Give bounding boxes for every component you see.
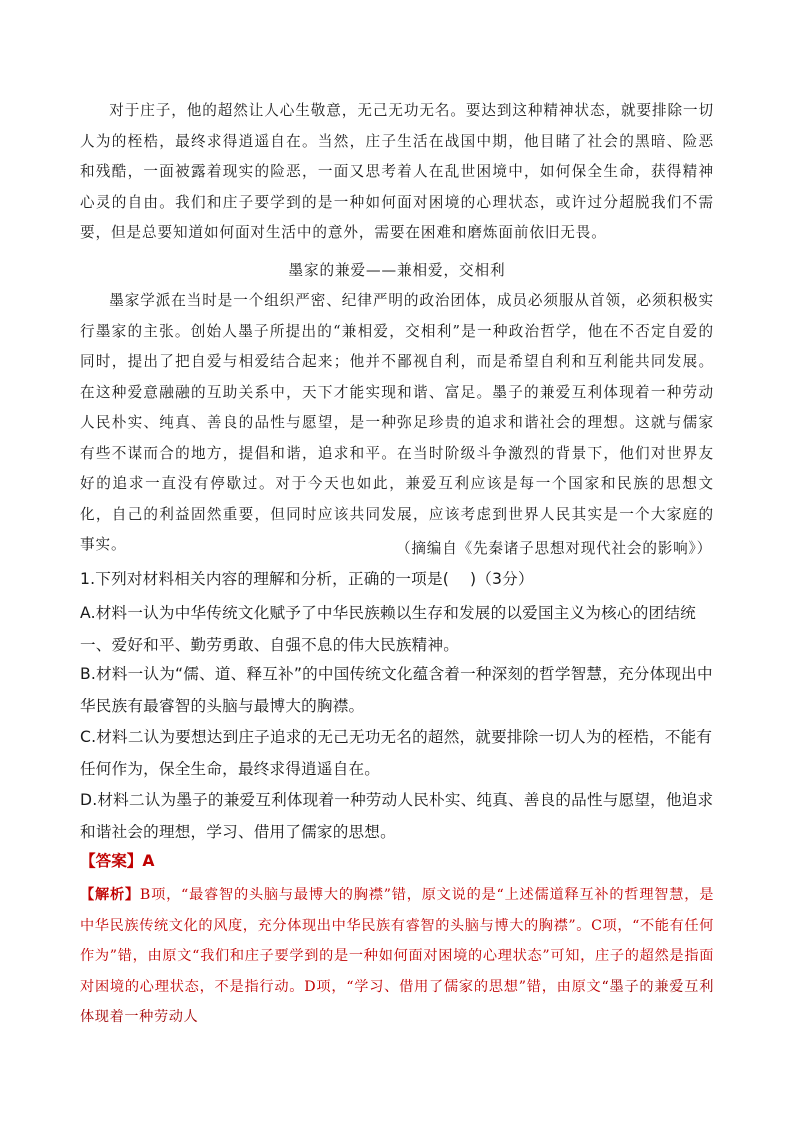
option-a: A.材料一认为中华传统文化赋予了中华民族赖以生存和发展的以爱国主义为核心的团结统一、爱好和平、勤劳勇敢、自强不息的伟大民族精神。 (80, 604, 696, 654)
option-b: B.材料一认为“儒、道、释互补”的中国传统文化蕴含着一种深刻的哲学智慧，充分体现出中华民族有最睿智的头脑与最博大的胸襟。 (80, 665, 713, 715)
source-citation: （摘编自《先秦诸子思想对现代社会的影响》） (396, 540, 712, 557)
answer-value: A (142, 852, 155, 870)
option-d: D.材料二认为墨子的兼爱互利体现着一种劳动人民朴实、纯真、善良的品性与愿望，他追求和谐社会的理想，学习、借用了儒家的思想。 (80, 791, 714, 841)
answer-line (80, 846, 154, 877)
analysis-text: B项，“最睿智的头脑与最博大的胸襟”错，原文说的是“上述儒道释互补的哲理智慧，是中华民族传统文化的风度，充分体现出中华民族有睿智的头脑与博大的胸襟”。C项，“不能有任何作为”错，由原文“我们和庄子要学到的是一种如何面对困境的心理状态”可知，庄子的超然是指面对困境的心理状态，不是指行动。D项，“学习、借用了儒家的思想”错，由原文 (80, 887, 714, 995)
question-stem: 1.下列对材料相关内容的理解和分析，正确的一项是( )（3分） (80, 570, 534, 588)
analysis-label: 【解析】 (80, 887, 140, 903)
paragraph-mojia: 墨家学派在当时是一个组织严密、纪律严明的政治团体，成员必须服从首领，必须积极实行墨家的主张。创始人墨子所提出的“兼相爱，交相利”是一种政治哲学，他在不否定自爱的同时，提出了把自爱与相爱结合起来；他并不鄙视自利，而是希望自利和互利能共同发展。在这种爱意融融的互助关系中，天下才能实现和谐、富足。墨子的兼爱互利体现着一种劳动人民朴实、纯真、善良的品性与愿望，是一种弥足珍贵的追求和谐社会的理想。这就与儒家有些不谋而合的地方，提倡和谐，追求和平。在当时阶级斗争激烈的背景下，他们对世界友好的追求一直没有停歇过。对于今天也如此，兼爱互利应该是每一个国家和民族的思想文化，自己的利益固然重要，但同时应该共同发展，应该考虑到世界人民其实是一个大家庭的事实。 (80, 292, 714, 553)
analysis-quote-tail: “墨子的兼爱互利体现着一种劳动人 (80, 978, 714, 1025)
option-c: C.材料二认为要想达到庄子追求的无己无功无名的超然，就要排除一切人为的桎梏，不能有任何作为，保全生命，最终求得逍遥自在。 (80, 728, 713, 778)
analysis-block (80, 880, 714, 1033)
paragraph-zhuangzi: 对于庄子，他的超然让人心生敬意，无己无功无名。要达到这种精神状态，就要排除一切人为的桎梏，最终求得逍遥自在。当然，庄子生活在战国中期，他目睹了社会的黑暗、险恶和残酷，一面被露着现实的险恶，一面又思考着人在乱世困境中，如何保全生命，获得精神心灵的自由。我们和庄子要学到的是一种如何面对困境的心理状态，或许过分超脱我们不需要，但是总要知道如何面对生活中的意外，需要在困难和磨炼面前依旧无畏。 (80, 102, 714, 241)
answer-label: 【答案】 (80, 852, 143, 870)
section-heading: 墨家的兼爱——兼相爱，交相利 (288, 262, 506, 279)
